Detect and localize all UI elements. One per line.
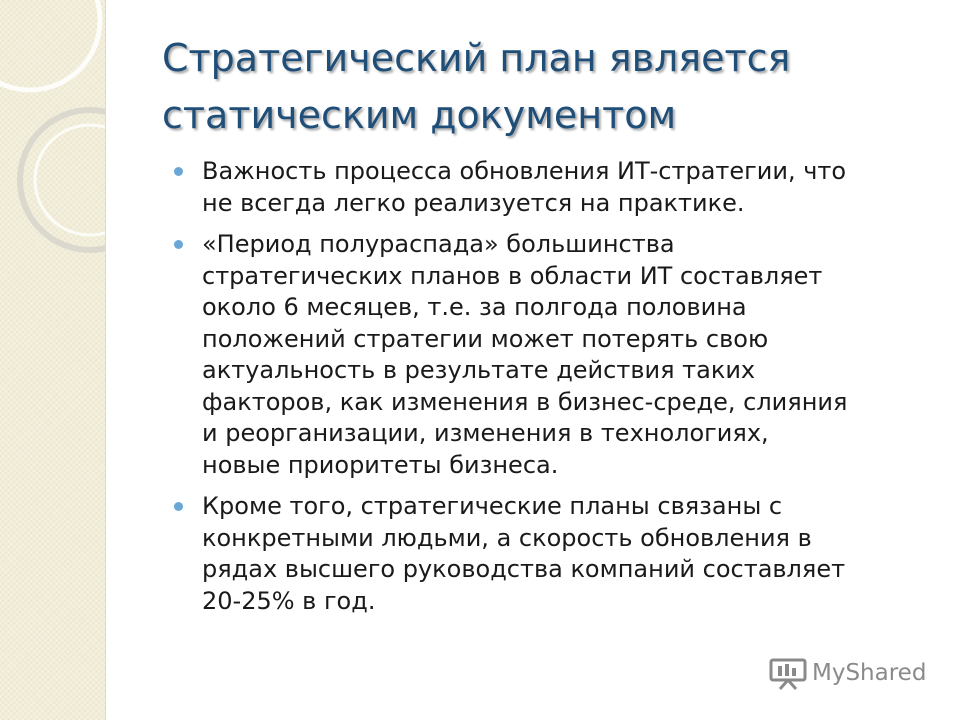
bullet-dot-icon xyxy=(174,167,183,176)
bullet-text: Важность процесса обновления ИТ-стратегии, что не всегда легко реализуется на практике. xyxy=(202,157,847,217)
slide-title-line-2: статическим документом xyxy=(162,93,677,137)
decorative-circles xyxy=(0,0,105,720)
slide-title-line-1: Стратегический план является xyxy=(162,36,791,80)
bullet-item xyxy=(174,156,934,219)
presentation-board-icon xyxy=(768,656,808,690)
bullet-item xyxy=(174,229,934,481)
watermark xyxy=(768,656,926,690)
bullet-text: Кроме того, стратегические планы связаны с конкретными людьми, а скорость обновления в рядах высшего руководства компаний составляет 20-25% в год. xyxy=(202,492,846,615)
bullet-list xyxy=(174,156,934,627)
watermark-text: MyShared xyxy=(812,660,927,686)
decorative-side-band xyxy=(0,0,106,720)
slide-title xyxy=(162,30,922,144)
bullet-text: «Период полураспада» большинства стратегических планов в области ИТ составляет около 6 месяцев, т.е. за полгода половина положений стратегии может потерять свою актуальность в результате действия таких факторов, как изменения в бизнес-среде, слияния и реорганизации, изменения в технологиях, новые приоритеты бизнеса. xyxy=(202,230,848,479)
bullet-item xyxy=(174,491,934,617)
bullet-dot-icon xyxy=(174,240,183,249)
bullet-dot-icon xyxy=(174,502,183,511)
